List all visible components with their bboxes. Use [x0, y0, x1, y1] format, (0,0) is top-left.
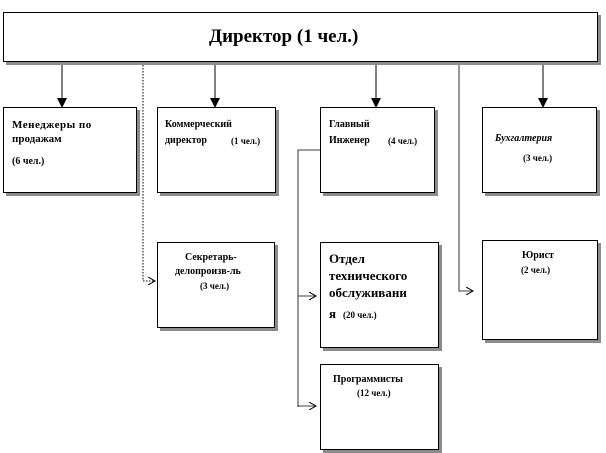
director-title: Директор (1 чел.): [209, 26, 359, 47]
maintenance-line1: Отдел: [329, 251, 365, 266]
commercial-director-line2: директор: [165, 135, 207, 146]
sales-managers-count: (6 чел.): [12, 156, 45, 167]
accounting-title: Бухгалтерия: [495, 133, 553, 144]
secretary-line1: Секретарь-: [185, 252, 237, 263]
sales-managers-box: [3, 107, 137, 193]
secretary-box: [157, 242, 275, 328]
chief-engineer-box: [320, 107, 435, 193]
chief-engineer-count: (4 чел.): [388, 136, 418, 146]
sales-managers-line2: продажам: [12, 133, 62, 145]
commercial-director-box: [157, 107, 276, 193]
chief-engineer-line1: Главный: [329, 119, 370, 130]
secretary-count: (3 чел.): [200, 281, 230, 291]
commercial-director-count: (1 чел.): [231, 136, 261, 146]
commercial-director-line1: Коммерческий: [165, 119, 232, 130]
accounting-box: [482, 107, 597, 193]
programmers-box: [320, 364, 439, 450]
secretary-line2: делопроизв-ль: [175, 266, 241, 277]
maintenance-line4: я: [329, 306, 337, 321]
programmers-title: Программисты: [333, 374, 403, 385]
programmers-count: (12 чел.): [357, 388, 391, 398]
director-box: [3, 12, 598, 62]
lawyer-title: Юрист: [522, 250, 554, 261]
maintenance-line2: технического: [329, 268, 408, 283]
sales-managers-line1: Менеджеры по: [12, 119, 92, 131]
accounting-count: (3 чел.): [523, 153, 553, 163]
maintenance-box: [320, 242, 439, 348]
chief-engineer-line2: Инженер: [329, 135, 370, 146]
maintenance-line3: обслуживани: [329, 285, 407, 300]
lawyer-count: (2 чел.): [521, 265, 551, 275]
maintenance-count: (20 чел.): [343, 310, 377, 320]
lawyer-box: [482, 240, 598, 340]
